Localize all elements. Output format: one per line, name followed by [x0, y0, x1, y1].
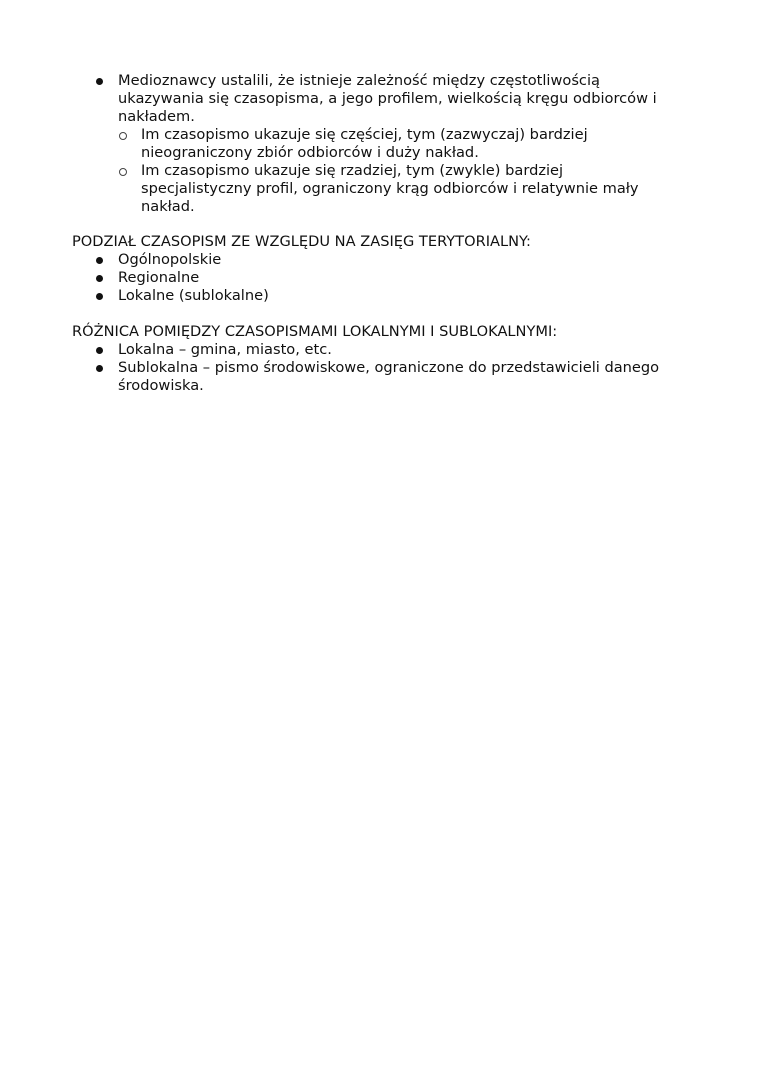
sub-list-item-text-line: Im czasopismo ukazuje się rzadziej, tym (zwykle) bardziej	[141, 162, 564, 179]
hollow-bullet-icon	[119, 168, 127, 176]
section-heading: RÓŻNICA POMIĘDZY CZASOPISMAMI LOKALNYMI I SUBLOKALNYMI:	[72, 323, 558, 340]
sub-list-item-text-line: Im czasopismo ukazuje się częściej, tym (zazwyczaj) bardziej	[141, 126, 588, 143]
list-item-text-line: Sublokalna – pismo środowiskowe, ograniczone do przedstawicieli danego	[118, 359, 660, 376]
list-item-text: Ogólnopolskie	[118, 251, 222, 268]
bullet-icon	[96, 347, 103, 354]
list-item-text: Lokalne (sublokalne)	[118, 287, 269, 304]
list-item-text-line: ukazywania się czasopisma, a jego profilem, wielkością kręgu odbiorców i	[118, 90, 657, 107]
sub-list-item-text-line: nakład.	[141, 198, 195, 215]
bullet-icon	[96, 257, 103, 264]
sub-list-item-text-line: specjalistyczny profil, ograniczony krąg odbiorców i relatywnie mały	[141, 180, 639, 197]
list-item-text: Regionalne	[118, 269, 200, 286]
bullet-icon	[96, 78, 103, 85]
bullet-icon	[96, 275, 103, 282]
list-item-text-line: środowiska.	[118, 377, 204, 394]
list-item-text-line: nakładem.	[118, 108, 195, 125]
hollow-bullet-icon	[119, 132, 127, 140]
sub-list-item-text-line: nieograniczony zbiór odbiorców i duży nakład.	[141, 144, 479, 161]
list-item-text: Lokalna – gmina, miasto, etc.	[118, 341, 332, 358]
list-item-text-line: Medioznawcy ustalili, że istnieje zależność między częstotliwością	[118, 72, 600, 89]
section-heading: PODZIAŁ CZASOPISM ZE WZGLĘDU NA ZASIĘG TERYTORIALNY:	[72, 233, 531, 250]
bullet-icon	[96, 293, 103, 300]
bullet-icon	[96, 365, 103, 372]
